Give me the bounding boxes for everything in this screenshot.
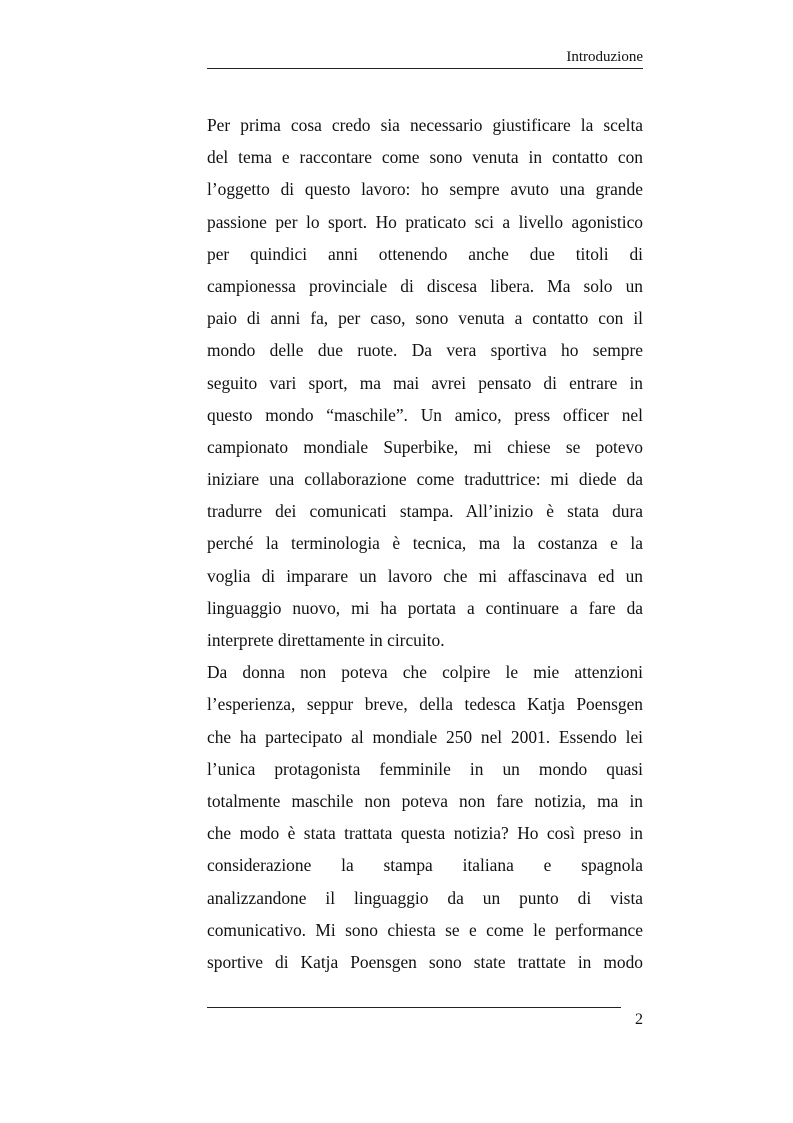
body-line: l’oggetto di questo lavoro: ho sempre avuto una grande	[207, 179, 643, 200]
body-line: comunicativo. Mi sono chiesta se e come le performance	[207, 919, 643, 940]
body-text	[207, 109, 643, 978]
body-line: tradurre dei comunicati stampa. All’inizio è stata dura	[207, 501, 643, 522]
body-line: campionessa provinciale di discesa libera. Ma solo un	[207, 275, 643, 296]
body-line: passione per lo sport. Ho praticato sci a livello agonistico	[207, 211, 643, 232]
header-rule	[207, 68, 643, 69]
body-line: Da donna non poteva che colpire le mie attenzioni	[207, 662, 643, 683]
body-line: totalmente maschile non poteva non fare notizia, ma in	[207, 790, 643, 811]
body-line: perché la terminologia è tecnica, ma la costanza e la	[207, 533, 643, 554]
body-line: l’esperienza, seppur breve, della tedesca Katja Poensgen	[207, 694, 643, 715]
body-line: interprete direttamente in circuito.	[207, 630, 445, 650]
body-line: per quindici anni ottenendo anche due titoli di	[207, 243, 643, 264]
body-line: che modo è stata trattata questa notizia? Ho così preso in	[207, 823, 643, 844]
body-line: paio di anni fa, per caso, sono venuta a contatto con il	[207, 308, 643, 329]
footer-rule	[207, 1007, 621, 1008]
body-line: mondo delle due ruote. Da vera sportiva ho sempre	[207, 340, 643, 361]
body-line: Per prima cosa credo sia necessario giustificare la scelta	[207, 115, 643, 135]
body-line: iniziare una collaborazione come traduttrice: mi diede da	[207, 469, 643, 490]
body-line: campionato mondiale Superbike, mi chiese se potevo	[207, 436, 643, 457]
body-line: analizzandone il linguaggio da un punto di vista	[207, 887, 643, 908]
page-number: 2	[635, 1011, 643, 1028]
body-line: linguaggio nuovo, mi ha portata a continuare a fare da	[207, 597, 643, 618]
body-line: considerazione la stampa italiana e spagnola	[207, 855, 643, 876]
body-line: questo mondo “maschile”. Un amico, press officer nel	[207, 404, 643, 425]
body-line: che ha partecipato al mondiale 250 nel 2001. Essendo lei	[207, 726, 643, 747]
body-line: del tema e raccontare come sono venuta in contatto con	[207, 147, 643, 168]
body-line: sportive di Katja Poensgen sono state trattate in modo	[207, 951, 643, 972]
running-head-title: Introduzione	[566, 49, 643, 65]
body-line: seguito vari sport, ma mai avrei pensato di entrare in	[207, 372, 643, 393]
body-line: voglia di imparare un lavoro che mi affascinava ed un	[207, 565, 643, 586]
body-line: l’unica protagonista femminile in un mondo quasi	[207, 758, 643, 779]
